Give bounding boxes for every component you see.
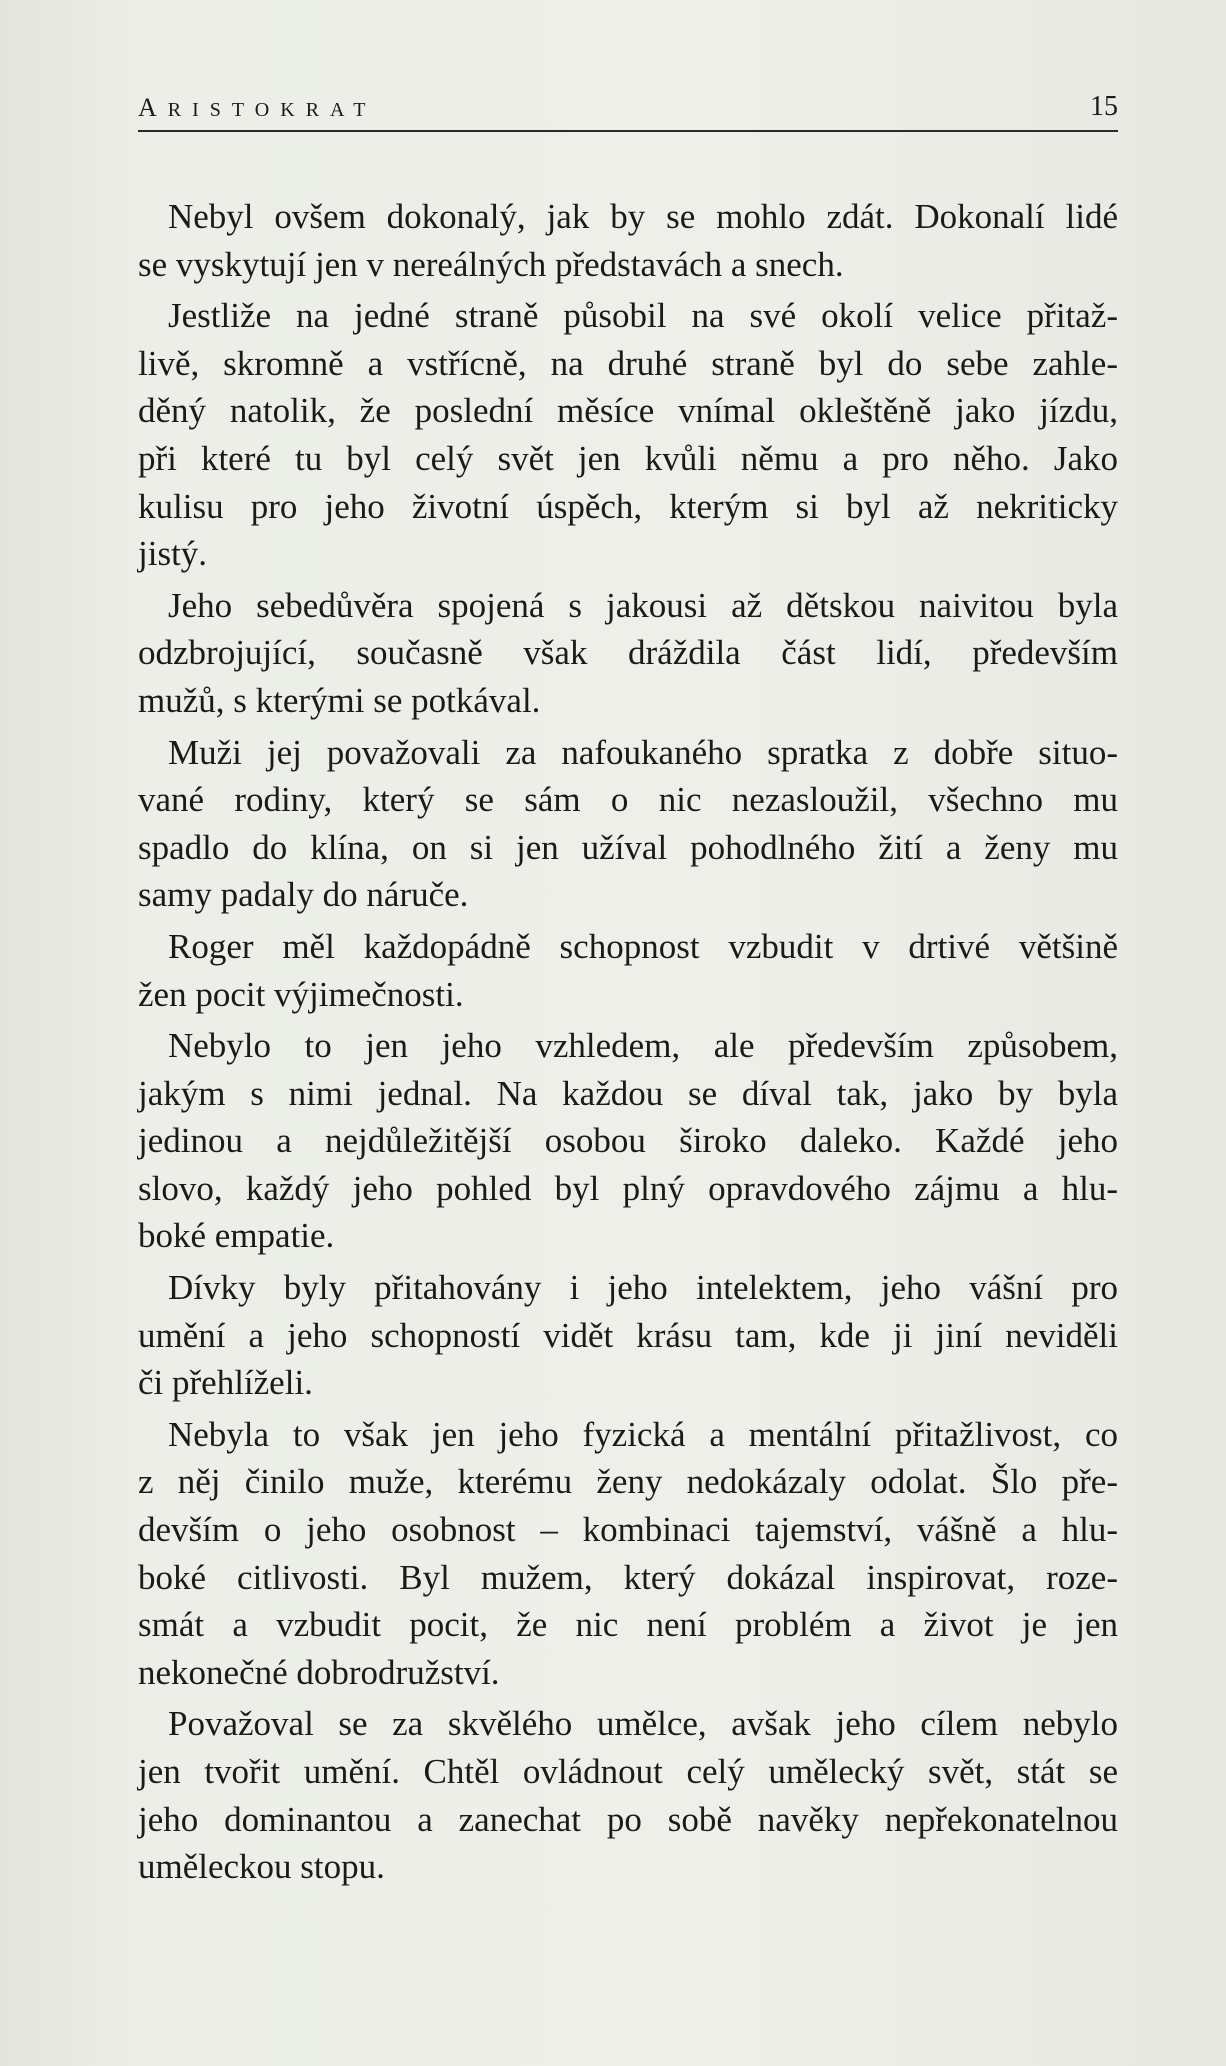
text-line: Jestliže na jedné straně působil na své okolí velice přitaž- [168,296,1118,336]
text-line: umění a jeho schopností vidět krásu tam, kde ji jiní neviděli [138,1315,1118,1355]
running-title: ARISTOKRAT [138,93,377,122]
text-line: boké citlivosti. Byl mužem, který dokázal inspirovat, roze- [138,1557,1118,1597]
text-line: při které tu byl celý svět jen kvůli němu a pro něho. Jako [138,438,1118,478]
text-line: spadlo do klína, on si jen užíval pohodlného žití a ženy mu [138,827,1118,867]
text-line: devším o jeho osobnost – kombinaci tajemství, vášně a hlu- [138,1510,1118,1550]
running-head [138,90,1118,132]
page-number: 15 [1090,91,1118,122]
text-line: slovo, každý jeho pohled byl plný opravdového zájmu a hlu- [138,1168,1118,1208]
text-line: jen tvořit umění. Chtěl ovládnout celý umělecký svět, stát se [138,1752,1118,1791]
text-line: Jeho sebedůvěra spojená s jakousi až dětskou naivitou byla [168,585,1118,625]
paragraph [138,292,1118,578]
text-line: Nebyl ovšem dokonalý, jak by se mohlo zdát. Dokonalí lidé [168,197,1118,236]
paragraph [138,923,1118,1018]
text-line: uměleckou stopu. [138,1847,385,1887]
paragraph [138,1022,1118,1260]
text-line: děný natolik, že poslední měsíce vnímal okleštěně jako jízdu, [138,391,1118,431]
text-line: kulisu pro jeho životní úspěch, kterým si byl až nekriticky [138,486,1118,526]
text-line: či přehlíželi. [138,1363,313,1403]
body-text [138,193,1118,1891]
paragraph [138,1700,1118,1890]
text-line: boké empatie. [138,1216,335,1256]
text-line: jeho dominantou a zanechat po sobě navěky nepřekonatelnou [138,1799,1118,1839]
text-line: nekonečné dobrodružství. [138,1652,500,1692]
text-line: Považoval se za skvělého umělce, avšak jeho cílem nebylo [168,1704,1118,1744]
text-line: samy padaly do náruče. [138,875,469,915]
paragraph [138,1411,1118,1697]
text-line: jedinou a nejdůležitější osobou široko daleko. Každé jeho [138,1121,1118,1161]
text-line: jistý. [138,534,208,574]
text-line: mužů, s kterými se potkával. [138,680,541,720]
paragraph [138,729,1118,919]
text-line: vané rodiny, který se sám o nic nezasloužil, všechno mu [138,780,1118,820]
text-line: Roger měl každopádně schopnost vzbudit v drtivé většině [168,926,1118,966]
text-line: Nebylo to jen jeho vzhledem, ale především způsobem, [168,1026,1118,1066]
text-line: z něj činilo muže, kterému ženy nedokázaly odolat. Šlo pře- [138,1462,1118,1502]
paragraph [138,193,1118,288]
text-line: livě, skromně a vstřícně, na druhé straně byl do sebe zahle- [138,343,1118,383]
text-line: odzbrojující, současně však dráždila část lidí, především [138,633,1118,673]
paragraph [138,582,1118,725]
text-line: Nebyla to však jen jeho fyzická a mentální přitažlivost, co [168,1414,1118,1454]
text-line: žen pocit výjimečnosti. [138,974,464,1014]
text-line: smát a vzbudit pocit, že nic není problém a život je jen [138,1605,1118,1645]
text-line: jakým s nimi jednal. Na každou se díval tak, jako by byla [138,1073,1118,1113]
paragraph [138,1264,1118,1407]
text-line: Muži jej považovali za nafoukaného spratka z dobře situo- [168,732,1118,772]
text-line: Dívky byly přitahovány i jeho intelektem, jeho vášní pro [168,1268,1118,1308]
text-line: se vyskytují jen v nereálných představách a snech. [138,244,844,284]
